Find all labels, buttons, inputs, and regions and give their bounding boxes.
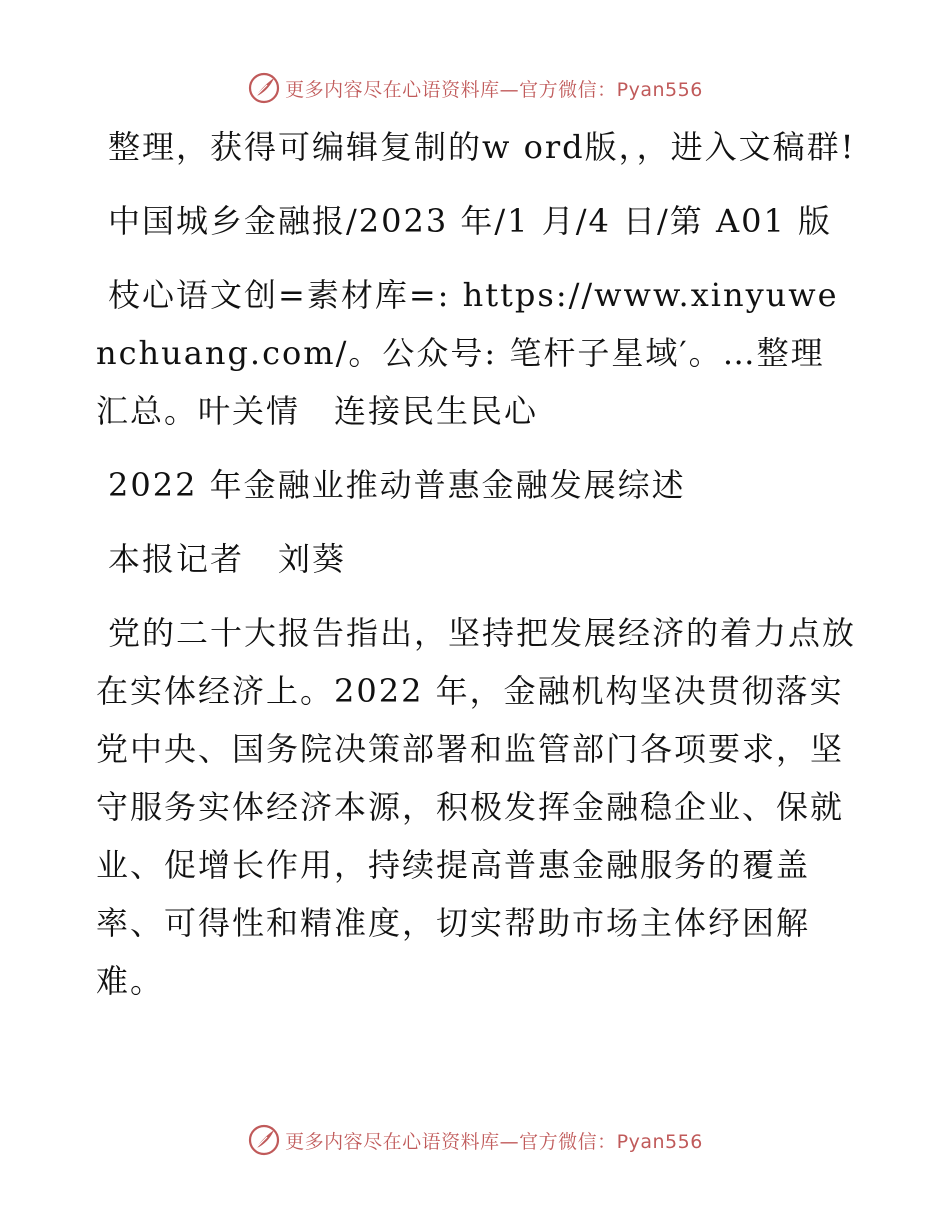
feather-pen-circle-icon — [247, 1123, 281, 1157]
feather-pen-circle-icon — [247, 71, 281, 105]
paragraph-source: 中国城乡金融报/2023 年/1 月/4 日/第 A01 版 — [108, 202, 832, 240]
paragraph-body: 党的二十大报告指出，坚持把发展经济的着力点放在实体经济上。2022 年，金融机构坚决贯彻落实党中央、国务院决策部署和监管部门各项要求，坚守服务实体经济本源，积极发挥金融稳企业、保就业、促增长作用，持续提高普惠金融服务的覆盖率、可得性和精准度，切实帮助市场主体纾困解难。 — [96, 614, 857, 1000]
document-body — [96, 118, 856, 1010]
footer-watermark — [0, 1122, 950, 1158]
paragraph-intro: 整理，获得可编辑复制的w ord版，，进入文稿群! — [108, 128, 856, 166]
article-byline: 本报记者 刘葵 — [108, 540, 347, 578]
watermark-text: 更多内容尽在心语资料库—官方微信：Pyan556 — [285, 78, 703, 101]
article-title: 2022 年金融业推动普惠金融发展综述 — [108, 466, 686, 504]
watermark-text: 更多内容尽在心语资料库—官方微信：Pyan556 — [285, 1130, 703, 1153]
header-watermark — [0, 70, 950, 106]
paragraph-material-note: 枝心语文创=素材库=: https://www.xinyuwenchuang.com/。公众号: 笔杆子星域′。…整理汇总。叶关情 连接民生民心 — [96, 276, 839, 430]
